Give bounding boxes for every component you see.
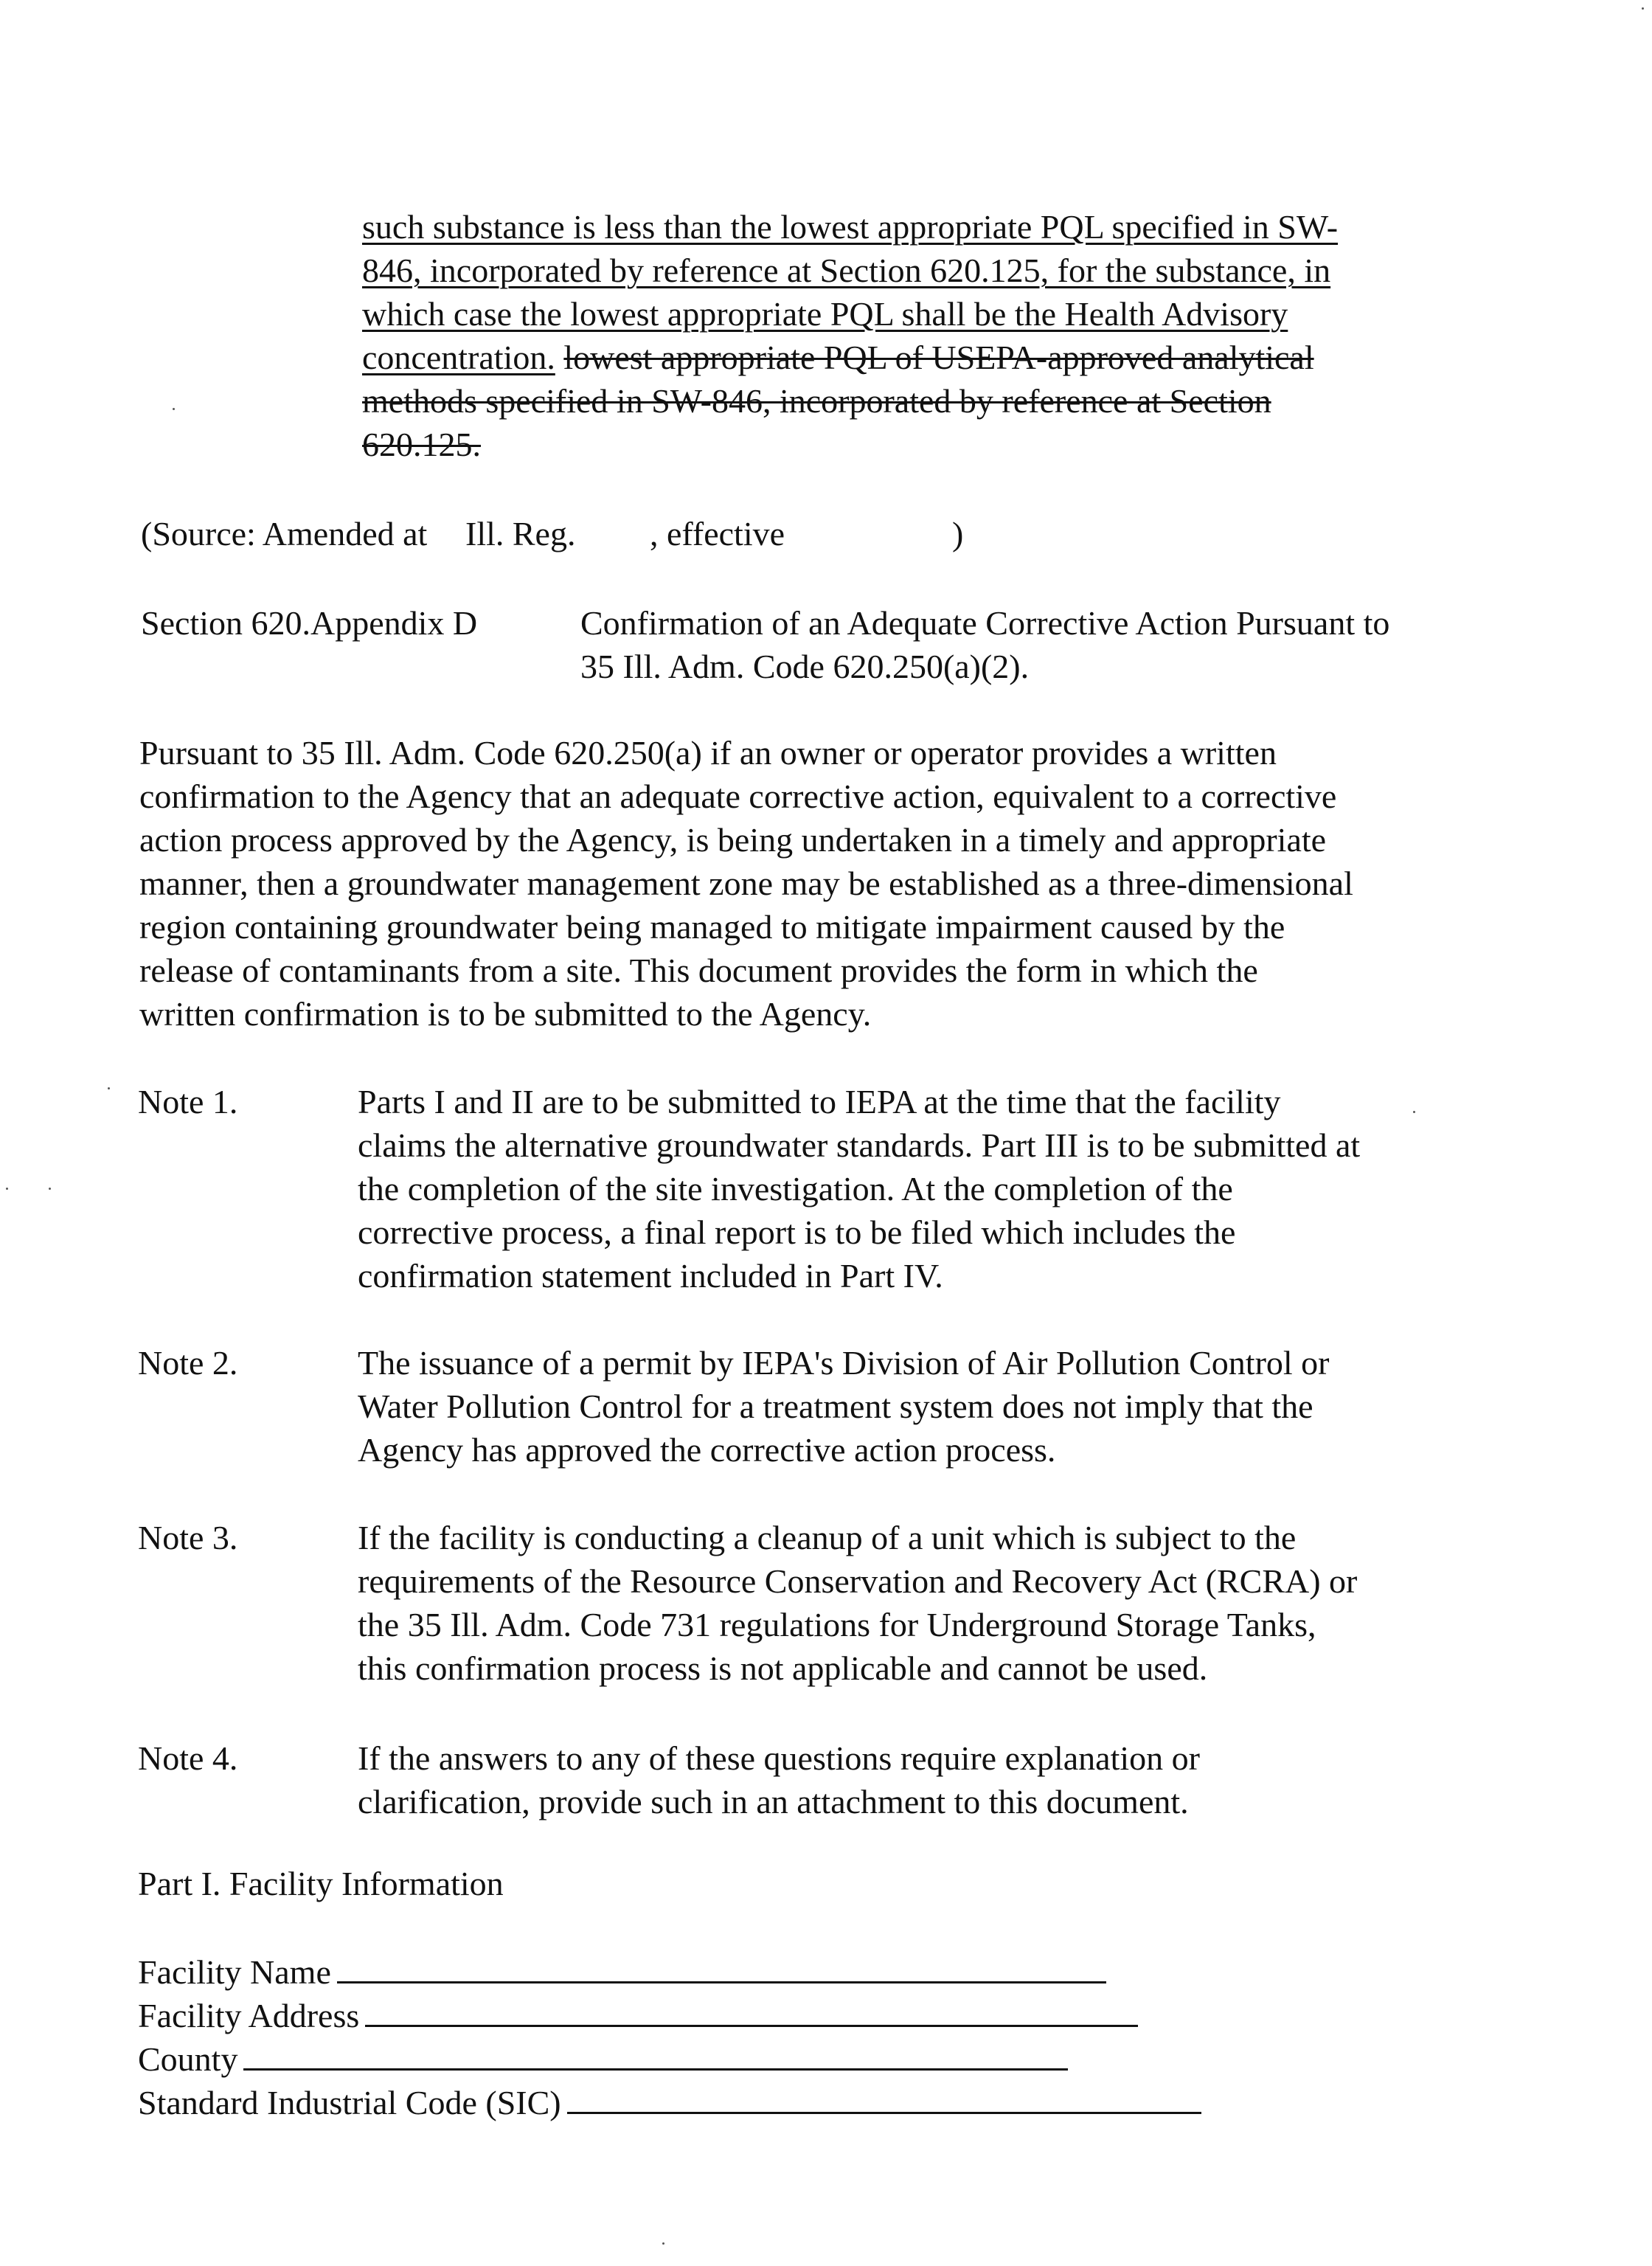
facility-name-label: Facility Name [138,1953,331,1991]
note-1 [138,1080,1488,1301]
note-text [358,1516,1486,1690]
paragraph-line: written confirmation is to be submitted to the Agency. [139,995,872,1033]
source-effective: , effective [650,515,785,552]
paragraph-line: action process approved by the Agency, is being undertaken in a timely and appropriate [139,821,1327,859]
sic-field[interactable] [567,2082,1201,2114]
scan-speck [662,2242,664,2245]
section-title-line: 35 Ill. Adm. Code 620.250(a)(2). [580,648,1030,685]
scan-speck [6,1188,8,1190]
facility-address-label: Facility Address [138,1997,360,2034]
underlined-line: 846, incorporated by reference at Section 620.125, for the substance, in [362,252,1331,289]
note-label: Note 1. [138,1083,238,1120]
section-heading [141,601,1490,697]
paragraph-line: confirmation to the Agency that an adequate corrective action, equivalent to a corrective [139,777,1337,815]
struck-text: lowest appropriate PQL of USEPA-approved analytical [563,339,1314,376]
mixed-line [362,336,1468,379]
continuation-paragraph [362,205,1468,466]
source-reg: Ill. Reg. [465,515,576,552]
county-row [138,2037,1068,2081]
note-line: corrective process, a final report is to be filed which includes the [358,1213,1236,1251]
paragraph-line: Pursuant to 35 Ill. Adm. Code 620.250(a) if an owner or operator provides a written [139,734,1277,772]
source-open: (Source: Amended at [141,515,428,552]
note-line: claims the alternative groundwater standards. Part III is to be submitted at [358,1126,1361,1164]
facility-name-row [138,1950,1106,1994]
note-3 [138,1516,1488,1693]
note-line: the completion of the site investigation. At the completion of the [358,1170,1233,1208]
scan-speck [1413,1111,1415,1113]
paragraph-line: release of contaminants from a site. This document provides the form in which the [139,952,1258,989]
section-label: Section 620.Appendix D [141,604,478,642]
facility-address-field[interactable] [365,1995,1138,2027]
sic-label: Standard Industrial Code (SIC) [138,2084,561,2121]
note-line: clarification, provide such in an attachment to this document. [358,1783,1189,1820]
note-2 [138,1341,1488,1474]
section-title-line: Confirmation of an Adequate Corrective Action Pursuant to [580,604,1390,642]
scan-speck [173,408,175,410]
note-line: the 35 Ill. Adm. Code 731 regulations for Underground Storage Tanks, [358,1606,1316,1643]
note-text [358,1080,1486,1297]
note-text [358,1736,1486,1823]
note-4 [138,1736,1488,1825]
note-line: this confirmation process is not applicable and cannot be used. [358,1649,1208,1687]
county-field[interactable] [243,2039,1068,2071]
sic-row [138,2081,1201,2124]
note-line: If the facility is conducting a cleanup of a unit which is subject to the [358,1519,1297,1556]
note-text [358,1341,1486,1472]
paragraph-line: manner, then a groundwater management zone may be established as a three-dimensional [139,865,1353,902]
note-line: confirmation statement included in Part IV. [358,1257,943,1295]
facility-address-row [138,1994,1138,2037]
note-line: Agency has approved the corrective action process. [358,1431,1056,1469]
intro-paragraph [139,731,1467,1036]
note-line: If the answers to any of these questions require explanation or [358,1739,1200,1777]
note-line: requirements of the Resource Conservation and Recovery Act (RCRA) or [358,1562,1358,1600]
section-title [580,601,1495,688]
paragraph-line: region containing groundwater being managed to mitigate impairment caused by the [139,908,1285,946]
note-line: Water Pollution Control for a treatment system does not imply that the [358,1387,1313,1425]
struck-line: 620.125. [362,426,481,463]
part-1-heading: Part I. Facility Information [138,1865,504,1902]
county-label: County [138,2040,238,2078]
note-line: Parts I and II are to be submitted to IEPA at the time that the facility [358,1083,1281,1120]
scan-speck [1642,7,1644,10]
underlined-line: which case the lowest appropriate PQL shall be the Health Advisory [362,295,1288,333]
note-label: Note 4. [138,1739,238,1777]
scan-speck [108,1087,110,1089]
source-close: ) [952,515,964,552]
underlined-line: such substance is less than the lowest appropriate PQL specified in SW- [362,208,1339,246]
note-line: The issuance of a permit by IEPA's Division of Air Pollution Control or [358,1344,1330,1382]
underlined-text: concentration. [362,339,555,376]
note-label: Note 2. [138,1344,238,1382]
scan-speck [49,1188,51,1190]
struck-line: methods specified in SW-846, incorporated by reference at Section [362,382,1271,420]
facility-name-field[interactable] [337,1952,1106,1983]
note-label: Note 3. [138,1519,238,1556]
